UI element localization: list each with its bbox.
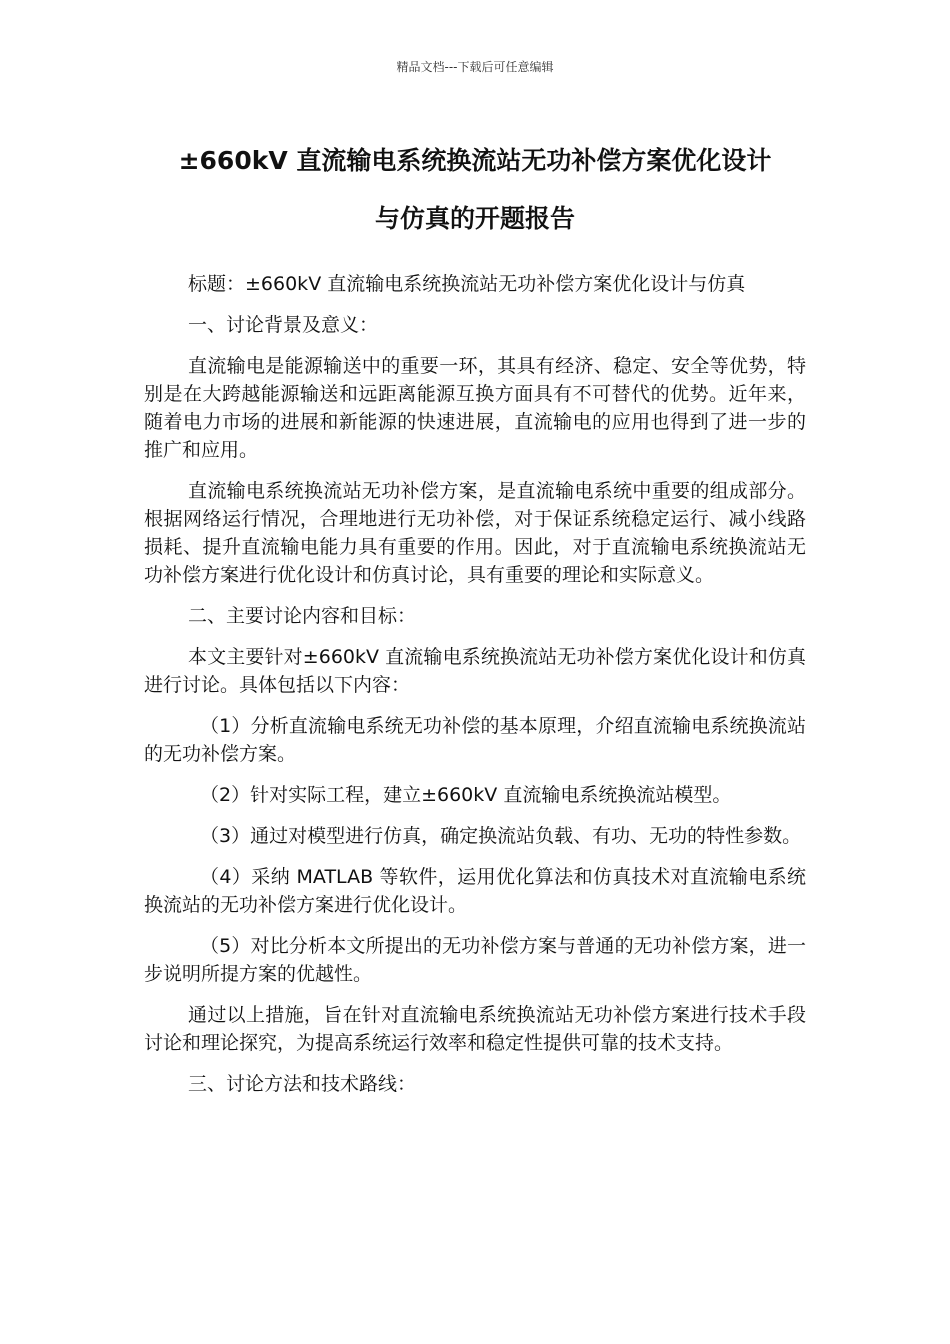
subject-line: 标题：±660kV 直流输电系统换流站无功补偿方案优化设计与仿真 — [188, 273, 746, 295]
document-body — [144, 270, 806, 1111]
document-title — [60, 132, 890, 248]
title-line-2: 与仿真的开题报告 — [374, 204, 575, 233]
title-line-1: ±660kV 直流输电系统换流站无功补偿方案优化设计 — [178, 146, 772, 175]
list-item: （1）分析直流输电系统无功补偿的基本原理，介绍直流输电系统换流站的无功补偿方案。 — [144, 715, 806, 765]
section-heading-content: 二、主要讨论内容和目标： — [188, 605, 417, 627]
list-item: （3）通过对模型进行仿真，确定换流站负载、有功、无功的特性参数。 — [200, 825, 802, 847]
section-heading-method: 三、讨论方法和技术路线： — [188, 1073, 417, 1095]
section-heading-background: 一、讨论背景及意义： — [188, 314, 379, 336]
paragraph: 本文主要针对±660kV 直流输电系统换流站无功补偿方案优化设计和仿真进行讨论。具体包括以下内容： — [144, 646, 806, 696]
list-item: （2）针对实际工程，建立±660kV 直流输电系统换流站模型。 — [200, 784, 732, 806]
paragraph: 直流输电是能源输送中的重要一环，其具有经济、稳定、安全等优势，特别是在大跨越能源输送和远距离能源互换方面具有不可替代的优势。近年来，随着电力市场的进展和新能源的快速进展，直流输电的应用也得到了进一步的推广和应用。 — [144, 355, 806, 461]
paragraph: 通过以上措施，旨在针对直流输电系统换流站无功补偿方案进行技术手段讨论和理论探究，为提高系统运行效率和稳定性提供可靠的技术支持。 — [144, 1004, 806, 1054]
page-header: 精品文档---下载后可任意编辑 — [396, 60, 554, 74]
paragraph: 直流输电系统换流站无功补偿方案，是直流输电系统中重要的组成部分。根据网络运行情况，合理地进行无功补偿，对于保证系统稳定运行、减小线路损耗、提升直流输电能力具有重要的作用。因此，对于直流输电系统换流站无功补偿方案进行优化设计和仿真讨论，具有重要的理论和实际意义。 — [144, 480, 806, 586]
list-item: （4）采纳 MATLAB 等软件，运用优化算法和仿真技术对直流输电系统换流站的无功补偿方案进行优化设计。 — [144, 866, 806, 916]
list-item: （5）对比分析本文所提出的无功补偿方案与普通的无功补偿方案，进一步说明所提方案的优越性。 — [144, 935, 806, 985]
